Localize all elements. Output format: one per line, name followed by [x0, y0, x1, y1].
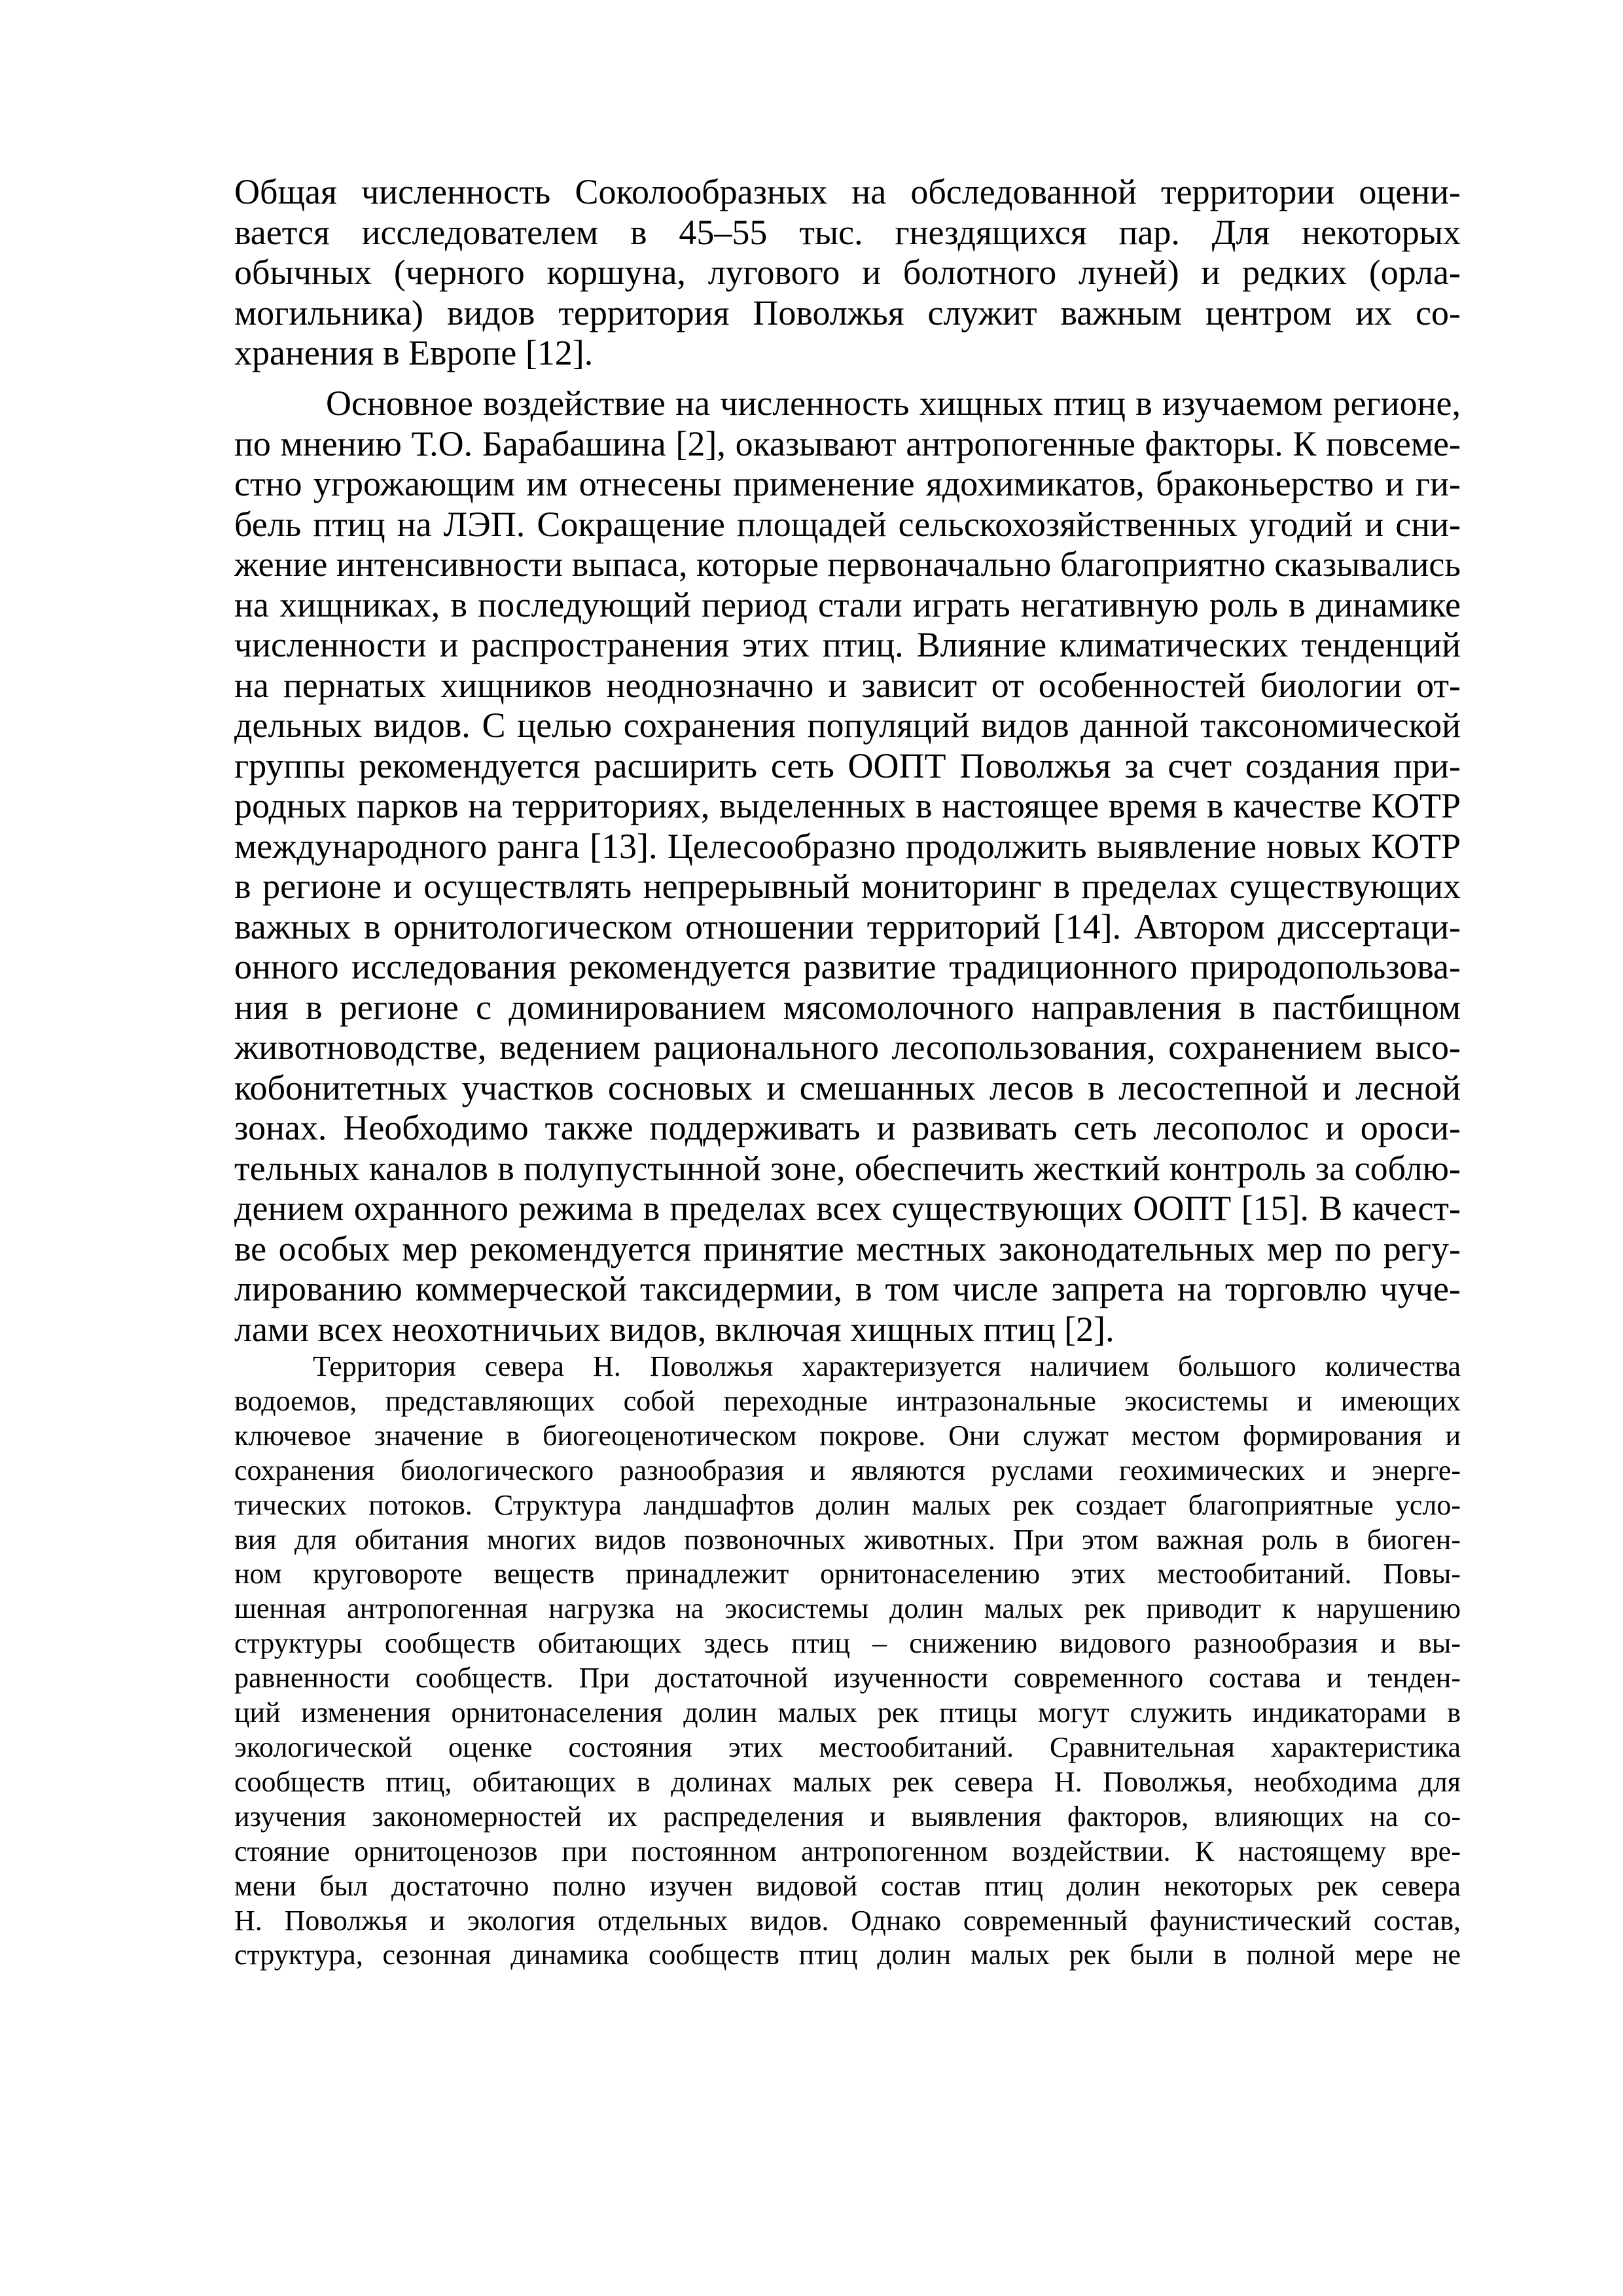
- paragraph-line: бель птиц на ЛЭП. Сокращение площадей сельскохозяйственных угодий и сни-: [234, 504, 1461, 544]
- paragraph-line: вия для обитания многих видов позвоночных животных. При этом важная роль в биоген-: [234, 1523, 1461, 1556]
- paragraph-line: мени был достаточно полно изучен видовой состав птиц долин некоторых рек севера: [234, 1869, 1461, 1902]
- paragraph-line: лами всех неохотничьих видов, включая хищных птиц [2].: [234, 1309, 1115, 1349]
- paragraph-line: структуры сообществ обитающих здесь птиц – снижению видового разнообразия и вы-: [234, 1627, 1461, 1660]
- paragraph-line: хранения в Европе [12].: [234, 333, 594, 372]
- paragraph-line: по мнению Т.О. Барабашина [2], оказывают антропогенные факторы. К повсеме-: [234, 423, 1461, 463]
- paragraph-line: численности и распространения этих птиц. Влияние климатических тенденций: [234, 625, 1461, 664]
- paragraph-line: ном круговороте веществ принадлежит орнитонаселению этих местообитаний. Повы-: [234, 1558, 1461, 1590]
- paragraph-line: на хищниках, в последующий период стали играть негативную роль в динамике: [234, 584, 1461, 624]
- paragraph-line: шенная антропогенная нагрузка на экосистемы долин малых рек приводит к нарушению: [234, 1592, 1461, 1625]
- paragraph-line: родных парков на территориях, выделенных в настоящее время в качестве КОТР: [234, 786, 1461, 825]
- paragraph-line: Н. Поволжья и экология отдельных видов. Однако современный фаунистический состав,: [234, 1904, 1461, 1937]
- paragraph-line: тических потоков. Структура ландшафтов долин малых рек создает благоприятные усло-: [234, 1488, 1461, 1521]
- paragraph-line: кобонитетных участков сосновых и смешанных лесов в лесостепной и лесной: [234, 1067, 1461, 1107]
- paragraph-line: изучения закономерностей их распределения и выявления факторов, влияющих на со-: [234, 1800, 1461, 1833]
- paragraph-line: международного ранга [13]. Целесообразно продолжить выявление новых КОТР: [234, 826, 1461, 866]
- paragraph-line: дельных видов. С целью сохранения популяций видов данной таксономической: [234, 706, 1461, 745]
- paragraph-line: зонах. Необходимо также поддерживать и развивать сеть лесополос и ороси-: [234, 1108, 1461, 1147]
- paragraph-line: животноводстве, ведением рационального лесопользования, сохранением высо-: [234, 1028, 1461, 1067]
- paragraph-line: важных в орнитологическом отношении территорий [14]. Автором диссертаци-: [234, 906, 1461, 946]
- paragraph-line: сохранения биологического разнообразия и являются руслами геохимических и энерге-: [234, 1454, 1461, 1486]
- paragraph-line: ключевое значение в биогеоценотическом покрове. Они служат местом формирования и: [234, 1419, 1461, 1452]
- paragraph-3: [234, 1350, 1461, 1973]
- paragraph-line: лированию коммерческой таксидермии, в том числе запрета на торговлю чуче-: [234, 1269, 1461, 1308]
- paragraph-line: экологической оценке состояния этих местообитаний. Сравнительная характеристика: [234, 1731, 1461, 1763]
- paragraph-line: сообществ птиц, обитающих в долинах малых рек севера Н. Поволжья, необходима для: [234, 1765, 1461, 1798]
- paragraph-1: [234, 172, 1461, 374]
- paragraph-line: Территория севера Н. Поволжья характеризуется наличием большого количества: [313, 1350, 1461, 1382]
- paragraph-line: структура, сезонная динамика сообществ птиц долин малых рек были в полной мере не: [234, 1939, 1461, 1971]
- paragraph-line: тельных каналов в полупустынной зоне, обеспечить жесткий контроль за соблю-: [234, 1148, 1461, 1188]
- paragraph-line: дением охранного режима в пределах всех существующих ООПТ [15]. В качест-: [234, 1189, 1461, 1228]
- paragraph-line: в регионе и осуществлять непрерывный мониторинг в пределах существующих: [234, 867, 1461, 906]
- paragraph-line: Общая численность Соколообразных на обследованной территории оцени-: [234, 172, 1461, 211]
- paragraph-line: ций изменения орнитонаселения долин малых рек птицы могут служить индикаторами в: [234, 1696, 1461, 1729]
- paragraph-line: на пернатых хищников неоднозначно и зависит от особенностей биологии от-: [234, 665, 1461, 705]
- paragraph-2: [234, 384, 1461, 1350]
- paragraph-line: вается исследователем в 45–55 тыс. гнездящихся пар. Для некоторых: [234, 212, 1461, 252]
- paragraph-line: ве особых мер рекомендуется принятие местных законодательных мер по регу-: [234, 1229, 1461, 1268]
- paragraph-line: водоемов, представляющих собой переходные интразональные экосистемы и имеющих: [234, 1384, 1461, 1417]
- paragraph-line: онного исследования рекомендуется развитие традиционного природопользова-: [234, 947, 1461, 986]
- paragraph-line: жение интенсивности выпаса, которые первоначально благоприятно сказывались: [234, 545, 1461, 584]
- paragraph-line: Основное воздействие на численность хищных птиц в изучаемом регионе,: [326, 384, 1461, 423]
- paragraph-line: стояние орнитоценозов при постоянном антропогенном воздействии. К настоящему вре-: [234, 1835, 1461, 1867]
- paragraph-line: группы рекомендуется расширить сеть ООПТ Поволжья за счет создания при-: [234, 745, 1461, 785]
- paragraph-line: ния в регионе с доминированием мясомолочного направления в пастбищном: [234, 987, 1461, 1027]
- paragraph-line: могильника) видов территория Поволжья служит важным центром их со-: [234, 293, 1461, 332]
- paragraph-line: равненности сообществ. При достаточной изученности современного состава и тенден-: [234, 1662, 1461, 1695]
- paragraph-line: стно угрожающим им отнесены применение ядохимикатов, браконьерство и ги-: [234, 464, 1461, 503]
- paragraph-line: обычных (черного коршуна, лугового и болотного луней) и редких (орла-: [234, 253, 1461, 292]
